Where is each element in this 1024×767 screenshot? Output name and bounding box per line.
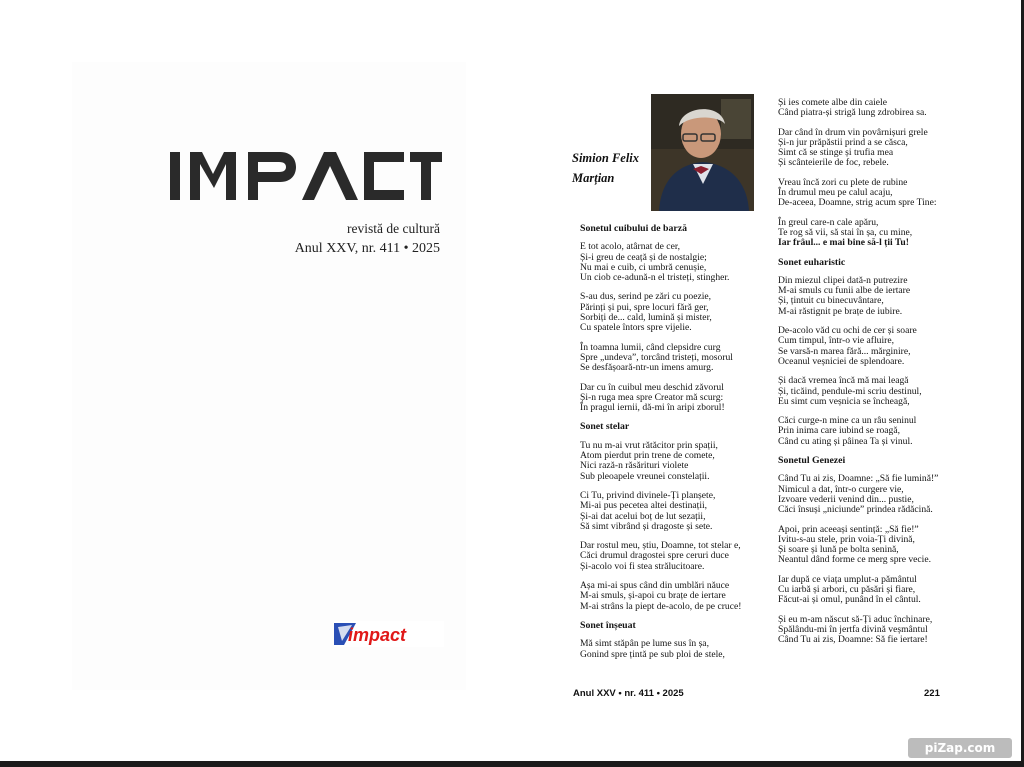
- stanza: [580, 581, 765, 612]
- verse-line: Iar frâul... e mai bine să-l ții Tu!: [778, 237, 909, 249]
- cover-issue: Anul XXV, nr. 411 • 2025: [294, 241, 440, 256]
- author-name: [572, 148, 652, 188]
- verse-line: De-aceea, Doamne, strig acum spre Tine:: [778, 197, 937, 209]
- verse-line: Sorbiți de... cald, lumină și mister,: [580, 312, 712, 324]
- small-logo-text: impact: [348, 625, 407, 645]
- stanza: [778, 376, 968, 407]
- author-last-name: Marțian: [572, 171, 615, 185]
- impact-logo: [168, 140, 444, 206]
- verse-line: Și, țintuit cu binecuvântare,: [778, 295, 884, 307]
- verse-line: Cu spatele întors spre vijelie.: [580, 322, 692, 334]
- verse-line: Atom pierdut prin trene de comete,: [580, 450, 715, 462]
- verse-line: Și-n jur prăpăstii prind a se căsca,: [778, 136, 908, 148]
- author-photo: [651, 94, 754, 211]
- poem-title: Sonet stelar: [580, 421, 630, 433]
- cover-subtitle: revistă de cultură: [347, 221, 440, 236]
- verse-line: Sub pleoapele vreunei constelații.: [580, 470, 710, 482]
- poem-title: Sonetul cuibului de barză: [580, 223, 687, 234]
- verse-line: Dar rostul meu, știu, Doamne, tot stelar e,: [580, 540, 741, 552]
- verse-line: Apoi, prin aceeași sentință: „Să fie!”: [778, 523, 919, 535]
- verse-line: Și eu m-am născut să-Ți aduc închinare,: [778, 613, 933, 625]
- verse-line: M-ai strâns la piept de-acolo, de pe cruce!: [580, 600, 742, 612]
- verse-line: Și soare și lună pe bolta senină,: [778, 544, 899, 556]
- verse-line: Când piatra-și strigă lung zdrobirea sa.: [778, 107, 927, 119]
- verse-line: Un ciob ce-adună-n el tristeți, stingher.: [580, 272, 730, 284]
- verse-line: Nimicul a dat, într-o curgere vie,: [778, 483, 904, 495]
- verse-line: Cum timpul, într-o vie afluire,: [778, 335, 894, 347]
- verse-line: Din miezul clipei dată-n putrezire: [778, 274, 908, 286]
- verse-line: M-ai smuls, și-apoi cu brațe de iertare: [580, 590, 726, 602]
- verse-line: De-acolo văd cu ochi de cer și soare: [778, 325, 917, 337]
- pizap-watermark: piZap.com: [908, 738, 1012, 758]
- stanza: [778, 326, 968, 367]
- stanza: [778, 416, 968, 447]
- verse-line: Nu mai e cuib, ci umbră cenușie,: [580, 261, 707, 273]
- verse-line: Simt că se stinge și trufia mea: [778, 147, 894, 159]
- stanza: [778, 525, 968, 566]
- verse-line: S-au dus, serind pe zări cu poezie,: [580, 291, 712, 303]
- verse-line: În drumul meu pe calul acaju,: [778, 187, 893, 199]
- verse-line: Și ies comete albe din caiele: [778, 97, 887, 108]
- stanza: [778, 98, 968, 119]
- verse-line: În greul care-n cale apăru,: [778, 216, 879, 228]
- verse-line: M-ai răstignit pe brațe de iubire.: [778, 305, 903, 317]
- verse-line: E tot acolo, atârnat de cer,: [580, 241, 681, 253]
- stanza: [580, 242, 765, 283]
- stanza: [778, 218, 968, 249]
- verse-line: Spălându-mi în jertfa divină veșmântul: [778, 623, 928, 635]
- stanza: [580, 441, 765, 482]
- stanza: [580, 639, 765, 660]
- verse-line: Și-i greu de ceață și de nostalgie;: [580, 251, 707, 263]
- verse-line: Ci Tu, privind divinele-Ți planșete,: [580, 489, 716, 501]
- verse-line: Când cu ating și pâinea Ta și vinul.: [778, 435, 913, 447]
- page-number: 221: [924, 688, 940, 699]
- stanza: [580, 383, 765, 414]
- verse-line: Când Tu ai zis, Doamne: Să fie iertare!: [778, 634, 928, 646]
- verse-line: Și dacă vremea încă mă mai leagă: [778, 375, 909, 387]
- verse-line: Dar când în drum vin povârnișuri grele: [778, 126, 928, 138]
- verse-line: Să simt vibrând și dragoste și sete.: [580, 520, 713, 532]
- verse-line: Mă simt stăpân pe lume sus în șa,: [580, 638, 709, 650]
- verse-line: Și scânteierile de foc, rebele.: [778, 157, 889, 169]
- verse-line: În pragul iernii, dă-mi în aripi zborul!: [580, 402, 725, 414]
- verse-line: Căci drumul dragostei spre ceruri duce: [580, 550, 729, 562]
- verse-line: Se varsă-n marea fără... mărginire,: [778, 345, 911, 357]
- verse-line: Iar după ce viața umplut-a pământul: [778, 573, 917, 585]
- verse-line: Nici rază-n răsărituri violete: [580, 460, 689, 472]
- stanza: [778, 128, 968, 169]
- verse-line: Te rog să vii, să stai în șa, cu mine,: [778, 226, 913, 238]
- verse-line: Și-n ruga mea spre Creator mă scurg:: [580, 391, 724, 403]
- verse-line: Când Tu ai zis, Doamne: „Să fie lumină!”: [778, 473, 939, 485]
- stanza: [778, 276, 968, 317]
- verse-line: Tu nu m-ai vrut rătăcitor prin spații,: [580, 439, 718, 451]
- verse-line: Spre „undeva”, torcând tristeți, mosorul: [580, 351, 733, 363]
- stanza: [778, 474, 968, 515]
- verse-line: Prin inima care iubind se roagă,: [778, 425, 901, 437]
- verse-line: Se desfășoară-ntr-un imens amurg.: [580, 362, 714, 374]
- verse-line: Neantul dând forme ce merg spre vecie.: [778, 554, 931, 566]
- stanza: [778, 178, 968, 209]
- poem-column-right: [778, 98, 968, 654]
- verse-line: Cu iarbă și arbori, cu păsări și fiare,: [778, 583, 916, 595]
- poem-title: Sonetul Genezei: [778, 455, 846, 467]
- author-first-name: Simion Felix: [572, 151, 640, 165]
- footer-issue: Anul XXV • nr. 411 • 2025: [573, 688, 684, 699]
- stanza: [580, 491, 765, 532]
- verse-line: Căci curge-n mine ca un râu seninul: [778, 415, 917, 427]
- stanza: [580, 541, 765, 572]
- verse-line: Vreau încă zori cu plete de rubine: [778, 176, 908, 188]
- stanza: [580, 292, 765, 333]
- verse-line: Izvoare vederii venind din... pustie,: [778, 493, 914, 505]
- verse-line: Căci însuși „niciunde” prindea rădăcină.: [778, 504, 933, 516]
- verse-line: M-ai smuls cu funii albe de iertare: [778, 285, 911, 297]
- verse-line: Și-acolo voi fi stea strălucitoare.: [580, 560, 705, 572]
- verse-line: Și-ai dat acelui boț de lut sezații,: [580, 510, 706, 522]
- verse-line: Gonind spre țintă pe sub ploi de stele,: [580, 648, 725, 660]
- verse-line: Oceanul veșniciei de splendoare.: [778, 355, 905, 367]
- poem-title: Sonet înșeuat: [580, 619, 636, 631]
- stanza: [778, 615, 968, 646]
- verse-line: Părinți și pui, spre locuri fără ger,: [580, 301, 709, 313]
- verse-line: În toamna lumii, când clepsidre curg: [580, 341, 721, 353]
- frame-border-bottom: [0, 761, 1024, 767]
- poem-column-left: [580, 224, 765, 669]
- stanza: [778, 575, 968, 606]
- verse-line: Și, ticăind, pendule-mi scriu destinul,: [778, 385, 922, 397]
- verse-line: Făcut-ai și omul, punând în el cântul.: [778, 594, 921, 606]
- verse-line: Dar cu în cuibul meu deschid zăvorul: [580, 381, 724, 393]
- verse-line: Ivitu-s-au stele, prin voia-Ți divină,: [778, 533, 915, 545]
- impact-small-logo: [334, 621, 444, 647]
- verse-line: Mi-ai pus pecetea altei destinații,: [580, 500, 708, 512]
- verse-line: Eu simt cum veșnicia se încheagă,: [778, 395, 910, 407]
- verse-line: Așa mi-ai spus când din umblări năuce: [580, 580, 730, 592]
- stanza: [580, 343, 765, 374]
- poem-title: Sonet euharistic: [778, 256, 846, 268]
